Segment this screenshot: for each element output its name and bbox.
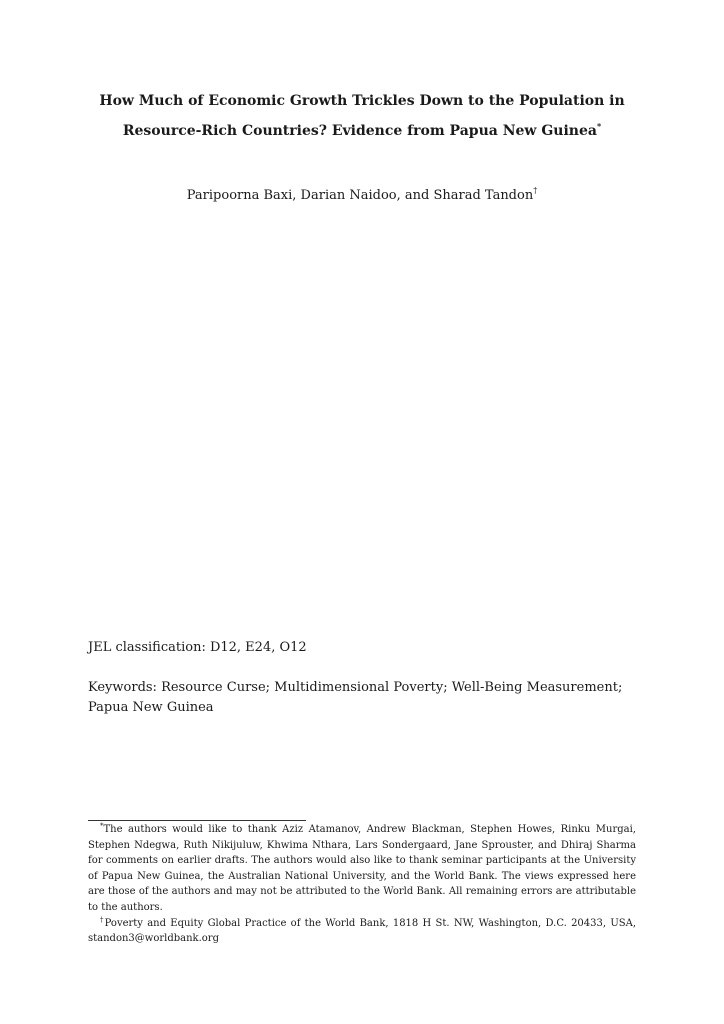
title-line-2 [88, 116, 636, 146]
title-line-1: How Much of Economic Growth Trickles Down to the Population in [99, 93, 625, 109]
footnote-divider [88, 820, 306, 821]
jel-classification: JEL classification: D12, E24, O12 [88, 640, 307, 655]
paper-title [88, 86, 636, 146]
title-line-2-text: Resource-Rich Countries? Evidence from Papua New Guinea [122, 123, 597, 139]
footnote-text-1: The authors would like to thank Aziz Atamanov, Andrew Blackman, Stephen Howes, Rinku Murgai, Stephen Ndegwa, Ruth Nikijuluw, Khwima Nthara, Lars Sondergaard, Jane Sprouster, and Dhiraj Sharma for comments on earlier drafts. The authors would also like to thank seminar participants at the University of Papua New Guinea, the Australian National University, and the World Bank. The views expressed here are those of the authors and may not be attributed to the World Bank. All remaining errors are attributable to the authors. [88, 824, 636, 913]
footnote-affiliation [88, 916, 636, 947]
author-list [88, 186, 636, 206]
title-footnote-mark: * [596, 121, 602, 131]
footnotes [88, 822, 636, 947]
author-names: Paripoorna Baxi, Darian Naidoo, and Sharad Tandon [186, 188, 534, 203]
footnote-text-2: Poverty and Equity Global Practice of the World Bank, 1818 H St. NW, Washington, D.C. 20433, USA, standon3@worldbank.org [88, 917, 636, 945]
footnote-acknowledgements [88, 822, 636, 916]
footnote-mark-2: † [100, 915, 105, 924]
keywords: Keywords: Resource Curse; Multidimensional Poverty; Well-Being Measurement; Papua New Guinea [88, 680, 623, 715]
author-footnote-mark: † [533, 186, 538, 195]
footnote-mark-1: * [100, 822, 104, 830]
